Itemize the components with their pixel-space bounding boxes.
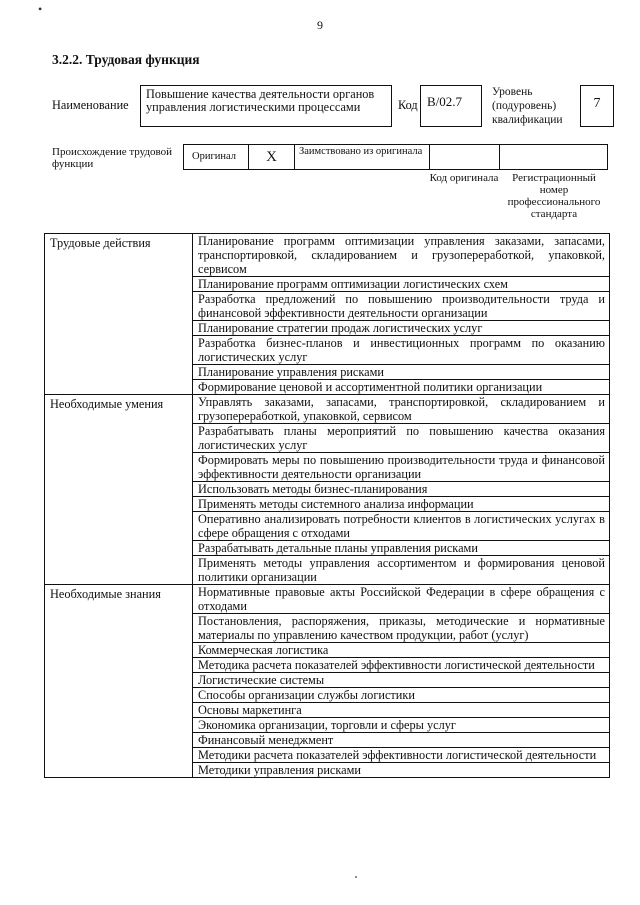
table-item: Управлять заказами, запасами, транспортировкой, складированием и грузопереработкой, упаковкой, сервисом	[193, 395, 610, 424]
reg-caption: Регистрационный номер профессионального стандарта	[507, 172, 601, 220]
function-name: Повышение качества деятельности органов управления логистическими процессами	[146, 87, 375, 114]
table-item: Планирование программ оптимизации логистических схем	[193, 277, 610, 292]
table-item: Разрабатывать планы мероприятий по повышению качества оказания логистических услуг	[193, 424, 610, 453]
code-value: B/02.7	[427, 94, 463, 109]
table-item: Планирование программ оптимизации управления заказами, запасами, транспортировкой, складированием и грузопереработкой, упаковкой, сервисом	[193, 234, 610, 277]
section-title: 3.2.2. Трудовая функция	[52, 52, 200, 67]
table-item: Постановления, распоряжения, приказы, методические и нормативные материалы по управлению качеством продукции, работ (услуг)	[193, 614, 610, 643]
table-item: Логистические системы	[193, 673, 610, 688]
table-item: Планирование стратегии продаж логистических услуг	[193, 321, 610, 336]
table-item: Формирование ценовой и ассортиментной политики организации	[193, 380, 610, 395]
table-item: Применять методы системного анализа информации	[193, 497, 610, 512]
reg-number-cell	[500, 145, 607, 169]
table-item: Методики расчета показателей эффективности логистической деятельности	[193, 748, 610, 763]
table-item: Методика расчета показателей эффективности логистической деятельности	[193, 658, 610, 673]
table-item: Экономика организации, торговли и сферы услуг	[193, 718, 610, 733]
section-title-cell: Необходимые умения	[45, 395, 193, 585]
corner-mark: •	[38, 2, 43, 16]
table-row	[45, 234, 610, 277]
table-item: Коммерческая логистика	[193, 643, 610, 658]
table-item: Способы организации службы логистики	[193, 688, 610, 703]
scan-dot	[355, 876, 357, 878]
name-label: Наименование	[52, 98, 129, 112]
table-item: Применять методы управления ассортиментом и формирования ценовой политики организации	[193, 556, 610, 585]
table-item: Планирование управления рисками	[193, 365, 610, 380]
table-item: Нормативные правовые акты Российской Федерации в сфере обращения с отходами	[193, 585, 610, 614]
table-item: Оперативно анализировать потребности клиентов в логистических услугах в сфере обращения с отходами	[193, 512, 610, 541]
level-value: 7	[593, 96, 601, 111]
borrowed-label: Заимствовано из оригинала	[299, 146, 423, 157]
section-title-cell: Необходимые знания	[45, 585, 193, 778]
code-caption: Код оригинала	[429, 172, 499, 184]
table-row	[45, 395, 610, 424]
function-table	[44, 233, 610, 778]
table-item: Разработка бизнес-планов и инвестиционных программ по оказанию логистических услуг	[193, 336, 610, 365]
original-label: Оригинал	[192, 151, 236, 162]
level-label: Уровень (подуровень) квалификации	[492, 86, 563, 126]
origin-label: Происхождение трудовой функции	[52, 146, 173, 170]
section-title-cell: Трудовые действия	[45, 234, 193, 395]
table-item: Методики управления рисками	[193, 763, 610, 778]
level-box	[580, 85, 614, 127]
original-mark: X	[266, 149, 277, 165]
function-table-body	[45, 234, 610, 778]
code-label: Код	[398, 98, 418, 112]
table-item: Разрабатывать детальные планы управления рисками	[193, 541, 610, 556]
table-item: Разработка предложений по повышению производительности труда и финансовой эффективности деятельности организации	[193, 292, 610, 321]
original-code-cell	[430, 145, 500, 169]
table-item: Формировать меры по повышению производительности труда и финансовой эффективности деятельности организации	[193, 453, 610, 482]
code-box	[420, 85, 482, 127]
table-row	[45, 585, 610, 614]
original-cell	[184, 145, 249, 169]
origin-row	[183, 144, 608, 170]
original-mark-cell	[249, 145, 295, 169]
borrowed-cell	[295, 145, 430, 169]
table-item: Финансовый менеджмент	[193, 733, 610, 748]
table-item: Использовать методы бизнес-планирования	[193, 482, 610, 497]
table-item: Основы маркетинга	[193, 703, 610, 718]
function-name-box	[140, 85, 392, 127]
page-number: 9	[317, 18, 323, 32]
